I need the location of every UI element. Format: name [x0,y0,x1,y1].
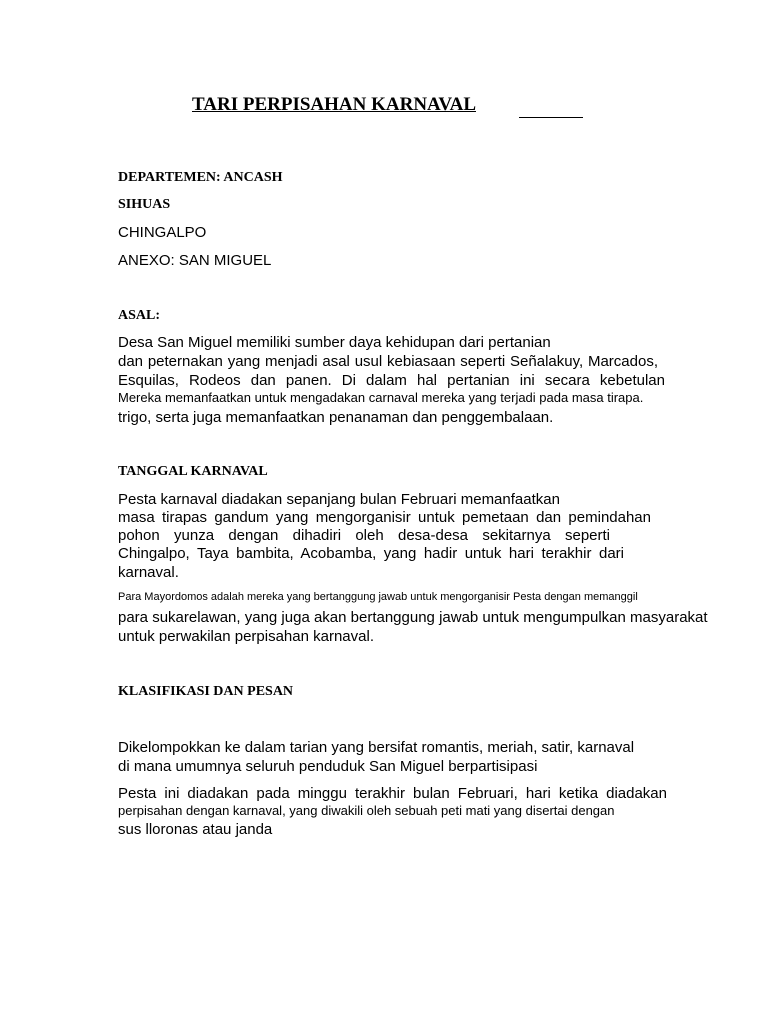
anexo-text: ANEXO: SAN MIGUEL [118,252,272,269]
tanggal-line-4: Chingalpo, Taya bambita, Acobamba, yang hadir untuk hari terakhir dari [118,545,624,562]
klasifikasi-line-3: Pesta ini diadakan pada minggu terakhir bulan Februari, hari ketika diadakan [118,785,667,802]
title-underline-rule [519,117,583,118]
tanggal-line-7: para sukarelawan, yang juga akan bertanggung jawab untuk mengumpulkan masyarakat [118,609,708,626]
asal-line-2: dan peternakan yang menjadi asal usul kebiasaan seperti Señalakuy, Marcados, [118,353,658,370]
klasifikasi-heading: KLASIFIKASI DAN PESAN [118,684,294,699]
asal-line-4: Mereka memanfaatkan untuk mengadakan carnaval mereka yang terjadi pada masa tirapa. [118,390,644,405]
tanggal-line-1: Pesta karnaval diadakan sepanjang bulan Februari memanfaatkan [118,491,560,508]
klasifikasi-line-2: di mana umumnya seluruh penduduk San Miguel berpartisipasi [118,758,538,775]
klasifikasi-line-1: Dikelompokkan ke dalam tarian yang bersifat romantis, meriah, satir, karnaval [118,739,635,756]
departemen-heading: DEPARTEMEN: ANCASH [118,170,283,185]
asal-line-3: Esquilas, Rodeos dan panen. Di dalam hal pertanian ini secara kebetulan [118,372,665,389]
klasifikasi-line-5: sus lloronas atau janda [118,821,273,838]
asal-line-1: Desa San Miguel memiliki sumber daya kehidupan dari pertanian [118,334,551,351]
provinsi-heading: SIHUAS [118,197,171,212]
asal-heading: ASAL: [118,308,161,323]
tanggal-line-3: pohon yunza dengan dihadiri oleh desa-desa sekitarnya seperti [118,527,610,544]
tanggal-heading: TANGGAL KARNAVAL [118,464,268,479]
document-title: TARI PERPISAHAN KARNAVAL [192,94,476,115]
asal-line-5: trigo, serta juga memanfaatkan penanaman dan penggembalaan. [118,409,554,426]
tanggal-line-6: Para Mayordomos adalah mereka yang bertanggung jawab untuk mengorganisir Pesta dengan memanggil [118,591,638,603]
klasifikasi-line-4: perpisahan dengan karnaval, yang diwakili oleh sebuah peti mati yang disertai dengan [118,803,615,818]
tanggal-line-8: untuk perwakilan perpisahan karnaval. [118,628,374,645]
distrik-text: CHINGALPO [118,224,207,241]
tanggal-line-5: karnaval. [118,564,179,581]
tanggal-line-2: masa tirapas gandum yang mengorganisir untuk pemetaan dan pemindahan [118,509,651,526]
